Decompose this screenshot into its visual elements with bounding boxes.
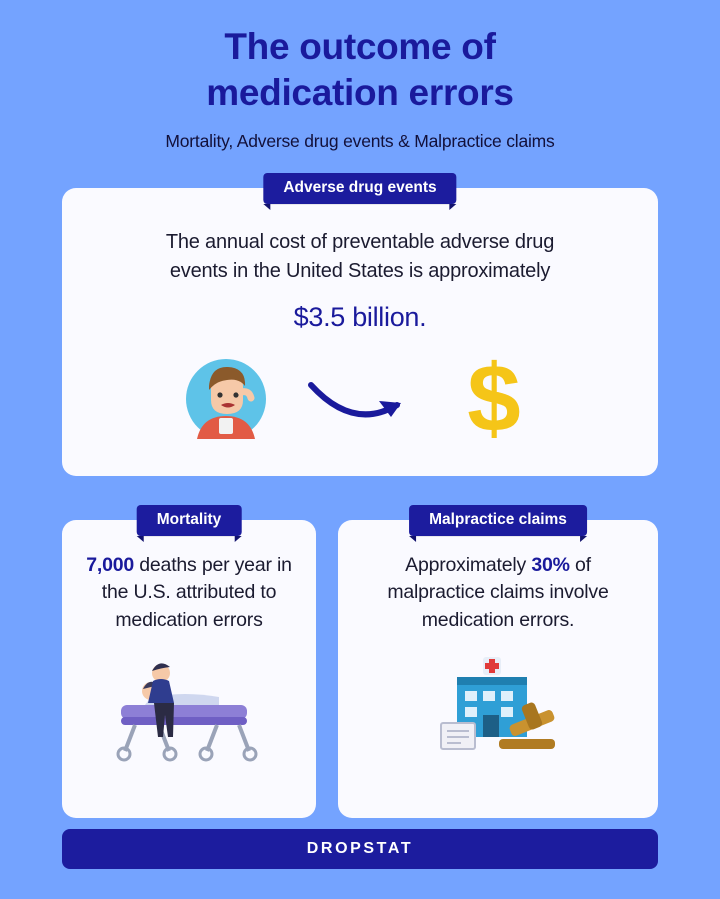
ade-illustration <box>96 351 624 452</box>
malpractice-illustration <box>362 647 634 764</box>
malpractice-highlight: 30% <box>531 553 570 576</box>
ade-body-line-1: The annual cost of preventable adverse drug <box>165 230 555 253</box>
card-malpractice-claims <box>338 510 658 818</box>
page-title-line-1: The outcome of <box>224 26 496 67</box>
ribbon-adverse-drug-events: Adverse drug events <box>263 173 456 204</box>
hospital-gavel-icon <box>413 647 583 764</box>
ribbon-mortality: Mortality <box>137 505 242 536</box>
ade-body-text <box>96 228 624 286</box>
card-mortality <box>62 510 316 818</box>
ade-body-line-2: events in the United States is approximately <box>169 259 551 282</box>
malpractice-suffix: of malpractice claims involve medication errors. <box>387 553 609 631</box>
page-title-line-2: medication errors <box>206 72 514 114</box>
card-adverse-drug-events <box>62 178 658 476</box>
bottom-card-row <box>62 510 658 818</box>
ade-amount: $3.5 billion. <box>293 301 427 332</box>
header <box>62 0 658 152</box>
dollar-sign-icon <box>451 351 537 452</box>
svg-text:$: $ <box>467 350 521 447</box>
mortality-highlight: 7,000 <box>86 553 135 576</box>
patient-on-stretcher-icon <box>99 647 279 770</box>
mortality-body-text <box>76 552 302 635</box>
sick-person-icon <box>183 356 269 447</box>
page-subtitle: Mortality, Adverse drug events & Malpractice claims <box>165 130 555 151</box>
ribbon-malpractice-claims: Malpractice claims <box>409 505 587 536</box>
curved-arrow-icon <box>305 369 415 434</box>
page-title <box>62 24 658 117</box>
malpractice-body-text <box>362 552 634 635</box>
mortality-illustration <box>76 647 302 770</box>
mortality-body: deaths per year in the U.S. attributed to medication errors <box>101 553 292 631</box>
footer-brand-bar <box>62 829 658 869</box>
brand-logo: DROPSTAT <box>306 840 414 857</box>
malpractice-prefix: Approximately <box>405 553 532 576</box>
